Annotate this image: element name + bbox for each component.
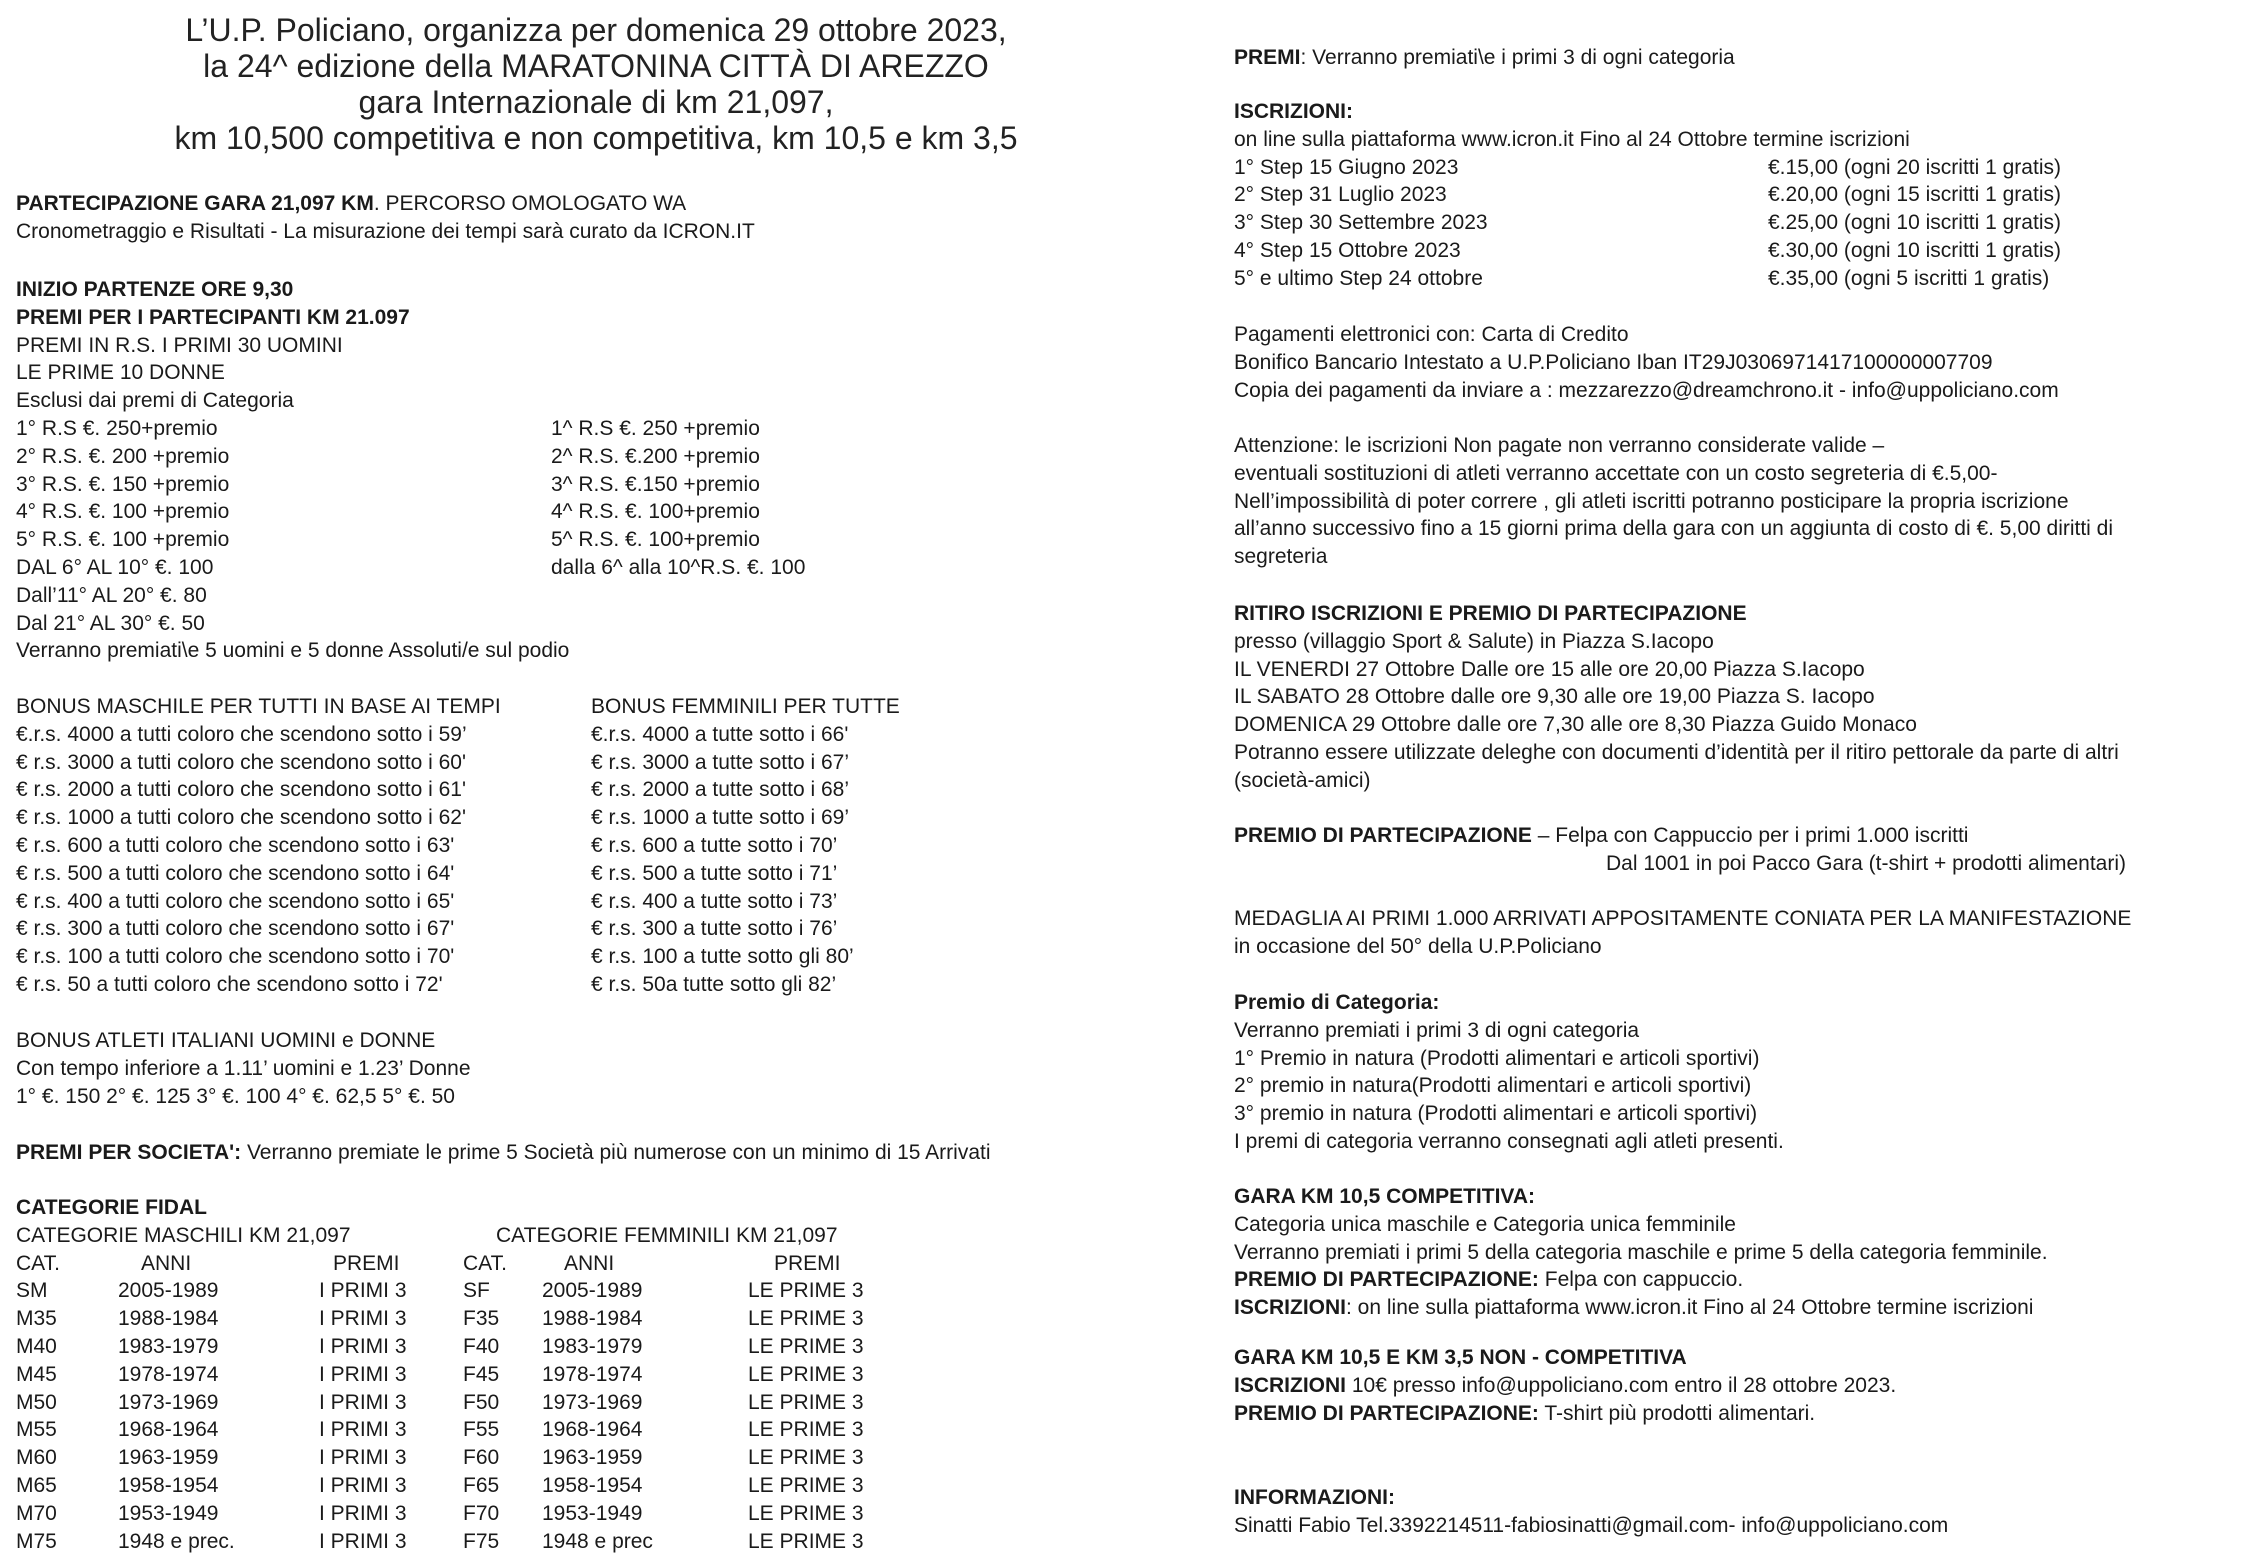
payment-line: Copia dei pagamenti da inviare a : mezzarezzo@dreamchrono.it - info@uppoliciano.com [1234,378,2059,402]
non-competitive-iscr-label: ISCRIZIONI [1234,1373,1347,1397]
header-line: gara Internazionale di km 21,097, [358,84,834,120]
race-10-5-title: GARA KM 10,5 COMPETITIVA: [1234,1185,1536,1208]
category-cell: M40 [16,1334,57,1358]
premi-label: PREMI [1234,46,1301,69]
category-cell: F65 [463,1473,500,1497]
category-row [16,1416,1206,1444]
race-10-5-section [1234,1183,2048,1322]
category-row [16,1472,1206,1500]
ritiro-line: presso (villaggio Sport & Salute) in Piazza S.Iacopo [1234,629,1714,653]
prize-row: DAL 6° AL 10° €. 100 dalla 6^ alla 10^R.S. €. 100 [16,555,806,579]
bonus-row: € r.s. 600 a tutti coloro che scendono sotto i 63' € r.s. 600 a tutte sotto i 70’ [16,833,838,857]
ritiro-line: (società-amici) [1234,768,1371,792]
category-cell: 1973-1969 [542,1390,643,1414]
iscrizioni-online: on line sulla piattaforma www.icron.it Fino al 24 Ottobre termine iscrizioni [1234,127,1910,151]
category-cell: M60 [16,1446,57,1470]
category-cell: 2005-1989 [118,1279,219,1303]
attention-line: segreteria [1234,545,1328,569]
category-cell: M65 [16,1473,57,1497]
bonus-row: € r.s. 2000 a tutti coloro che scendono sotto i 61' € r.s. 2000 a tutte sotto i 68’ [16,778,849,802]
race-10-5-iscr-label: ISCRIZIONI [1234,1296,1347,1320]
prize-row: 5° R.S. €. 100 +premio 5^ R.S. €. 100+premio [16,528,760,552]
attention-section [1234,432,2113,571]
participation-prize-text-2: Dal 1001 in poi Pacco Gara (t-shirt + prodotti alimentari) [1606,851,2126,875]
medal-line: MEDAGLIA AI PRIMI 1.000 ARRIVATI APPOSITAMENTE CONIATA PER LA MANIFESTAZIONE [1234,907,2132,930]
category-cell: M50 [16,1390,57,1414]
bonus-row: € r.s. 1000 a tutti coloro che scendono sotto i 62' € r.s. 1000 a tutte sotto i 69’ [16,806,849,830]
categories-rows [16,1277,1206,1555]
prize-row: Dal 21° AL 30° €. 50 [16,611,205,635]
ritiro-line: IL VENERDI 27 Ottobre Dalle ore 15 alle ore 20,00 Piazza S.Iacopo [1234,657,1865,681]
step-row: 4° Step 15 Ottobre 2023 €.30,00 (ogni 10 iscritti 1 gratis) [1234,238,2061,262]
attention-line: Nell’impossibilità di poter correre , gli atleti iscritti potranno posticipare la propria iscrizione [1234,489,2069,513]
bonus-row: € r.s. 3000 a tutti coloro che scendono sotto i 60' € r.s. 3000 a tutte sotto i 67’ [16,750,849,774]
category-cell: LE PRIME 3 [748,1362,864,1386]
step-row: 2° Step 31 Luglio 2023 €.20,00 (ogni 15 iscritti 1 gratis) [1234,183,2061,207]
categories-section [16,1194,1206,1555]
ritiro-section [1234,600,2119,795]
iscrizioni-title: ISCRIZIONI: [1234,100,1353,123]
italian-bonus-title: BONUS ATLETI ITALIANI UOMINI e DONNE [16,1029,436,1052]
society-section [16,1139,991,1167]
category-cell: LE PRIME 3 [748,1334,864,1358]
category-cell: M45 [16,1362,57,1386]
category-cell: 2005-1989 [542,1279,643,1303]
category-cell: M75 [16,1529,57,1553]
category-cell: 1983-1979 [118,1334,219,1358]
iscrizioni-section [1234,98,2244,293]
race-10-5-iscr-text: : on line sulla piattaforma www.icron.it Fino al 24 Ottobre termine iscrizioni [1346,1296,2034,1320]
category-cell: I PRIMI 3 [319,1334,407,1358]
ritiro-line: IL SABATO 28 Ottobre dalle ore 9,30 alle ore 19,00 Piazza S. Iacopo [1234,685,1875,709]
prize-row: 4° R.S. €. 100 +premio 4^ R.S. €. 100+premio [16,500,760,524]
category-cell: M55 [16,1418,57,1442]
prizes-section [16,276,1206,665]
category-prize-line: Verranno premiati i primi 3 di ogni categoria [1234,1018,1640,1042]
category-cell: SF [463,1279,490,1303]
category-row [16,1333,1206,1361]
header-line: km 10,500 competitiva e non competitiva, km 10,5 e km 3,5 [174,120,1018,156]
bonus-titles: BONUS MASCHILE PER TUTTI IN BASE AI TEMPI BONUS FEMMINILI PER TUTTE [16,695,900,718]
category-cell: I PRIMI 3 [319,1529,407,1553]
bonus-row: € r.s. 50 a tutti coloro che scendono sotto i 72' € r.s. 50a tutte sotto gli 82’ [16,972,837,996]
non-competitive-iscr-text: 10€ presso info@uppoliciano.com entro il 28 ottobre 2023. [1346,1373,1897,1397]
prize-row: 2° R.S. €. 200 +premio 2^ R.S. €.200 +premio [16,444,760,468]
participation-title-rest: . PERCORSO OMOLOGATO WA [373,192,687,215]
category-cell: I PRIMI 3 [319,1473,407,1497]
category-prize-line: 2° premio in natura(Prodotti alimentari e articoli sportivi) [1234,1074,1752,1098]
podium-text: Verranno premiati\e 5 uomini e 5 donne Assoluti/e sul podio [16,639,570,663]
category-cell: 1973-1969 [118,1390,219,1414]
categories-subtitles: CATEGORIE MASCHILI KM 21,097 CATEGORIE FEMMINILI KM 21,097 [16,1223,838,1247]
category-row [16,1444,1206,1472]
bonus-row: € r.s. 500 a tutti coloro che scendono sotto i 64' € r.s. 500 a tutte sotto i 71’ [16,861,838,885]
non-competitive-title: GARA KM 10,5 E KM 3,5 NON - COMPETITIVA [1234,1346,1687,1369]
prizes-intro: PREMI IN R.S. I PRIMI 30 UOMINI [16,333,343,357]
category-cell: F45 [463,1362,500,1386]
category-cell: 1978-1974 [542,1362,643,1386]
prizes-intro: Esclusi dai premi di Categoria [16,389,294,413]
category-cell: 1978-1974 [118,1362,219,1386]
race-10-5-prize-text: Felpa con cappuccio. [1538,1268,1744,1292]
category-cell: I PRIMI 3 [319,1390,407,1414]
category-cell: 1988-1984 [542,1307,643,1331]
category-cell: LE PRIME 3 [748,1307,864,1331]
participation-section [16,190,755,246]
category-cell: SM [16,1279,48,1303]
italian-bonus-condition: Con tempo inferiore a 1.11’ uomini e 1.23’ Donne [16,1056,471,1080]
header-line: L’U.P. Policiano, organizza per domenica 29 ottobre 2023, [185,12,1007,48]
category-cell: LE PRIME 3 [748,1473,864,1497]
category-cell: 1958-1954 [542,1473,643,1497]
category-cell: LE PRIME 3 [748,1390,864,1414]
category-cell: F50 [463,1390,500,1414]
payments-section [1234,321,2059,404]
premi-section [1234,44,1735,72]
step-row: 1° Step 15 Giugno 2023 €.15,00 (ogni 20 iscritti 1 gratis) [1234,155,2061,179]
payment-line: Bonifico Bancario Intestato a U.P.Policiano Iban IT29J0306971417100000007709 [1234,350,1993,374]
bonus-row: € r.s. 400 a tutti coloro che scendono sotto i 65' € r.s. 400 a tutte sotto i 73’ [16,889,838,913]
categories-title: CATEGORIE FIDAL [16,1196,207,1219]
category-cell: 1948 e prec [542,1529,653,1553]
category-cell: I PRIMI 3 [319,1501,407,1525]
non-competitive-prize-text: T-shirt più prodotti alimentari. [1538,1401,1816,1425]
payment-line: Pagamenti elettronici con: Carta di Credito [1234,323,1629,346]
category-row [16,1389,1206,1417]
italian-bonus-section [16,1027,471,1110]
medal-section [1234,905,2131,961]
start-time: INIZIO PARTENZE ORE 9,30 [16,278,294,301]
category-prize-line: I premi di categoria verranno consegnati agli atleti presenti. [1234,1129,1784,1153]
italian-bonus-values: 1° €. 150 2° €. 125 3° €. 100 4° €. 62,5 5° €. 50 [16,1084,455,1108]
non-competitive-section [1234,1344,1896,1427]
category-prize-section [1234,989,1784,1156]
category-cell: 1968-1964 [118,1418,219,1442]
bonus-row: € r.s. 100 a tutti coloro che scendono sotto i 70' € r.s. 100 a tutte sotto gli 80’ [16,945,854,969]
bonus-section [16,693,1206,999]
category-cell: 1968-1964 [542,1418,643,1442]
step-row: 3° Step 30 Settembre 2023 €.25,00 (ogni 10 iscritti 1 gratis) [1234,211,2061,235]
info-text: Sinatti Fabio Tel.3392214511-fabiosinatti@gmail.com- info@uppoliciano.com [1234,1513,1949,1537]
category-row [16,1528,1206,1555]
prizes-title: PREMI PER I PARTECIPANTI KM 21.097 [16,305,410,329]
category-cell: I PRIMI 3 [319,1446,407,1470]
participation-prize-section [1234,822,2244,878]
category-row [16,1361,1206,1389]
race-10-5-prize-label: PREMIO DI PARTECIPAZIONE: [1234,1268,1539,1292]
premi-text: : Verranno premiati\e i primi 3 di ogni categoria [1300,46,1735,69]
attention-line: eventuali sostituzioni di atleti verranno accettate con un costo segreteria di €.5,00- [1234,461,1998,485]
header-line: la 24^ edizione della MARATONINA CITTÀ DI AREZZO [203,48,989,84]
category-cell: 1948 e prec. [118,1529,235,1553]
participation-title: PARTECIPAZIONE GARA 21,097 KM [16,192,374,215]
category-cell: I PRIMI 3 [319,1279,407,1303]
event-header [16,12,1176,156]
category-cell: F35 [463,1307,500,1331]
prizes-intro: LE PRIME 10 DONNE [16,361,225,385]
prize-row: 3° R.S. €. 150 +premio 3^ R.S. €.150 +premio [16,472,760,496]
category-cell: LE PRIME 3 [748,1418,864,1442]
categories-header-row: CAT. ANNI PREMI CAT. ANNI PREMI [16,1251,841,1275]
category-cell: 1963-1959 [118,1446,219,1470]
category-cell: 1958-1954 [118,1473,219,1497]
ritiro-line: Potranno essere utilizzate deleghe con documenti d’identità per il ritiro pettorale da parte di altri [1234,740,2119,764]
attention-line: Attenzione: le iscrizioni Non pagate non verranno considerate valide – [1234,434,1885,457]
category-cell: LE PRIME 3 [748,1446,864,1470]
society-text: Verranno premiate le prime 5 Società più numerose con un minimo di 15 Arrivati [241,1141,991,1164]
bonus-row: € r.s. 300 a tutti coloro che scendono sotto i 67' € r.s. 300 a tutte sotto i 76’ [16,917,838,941]
category-cell: F75 [463,1529,500,1553]
category-cell: F70 [463,1501,500,1525]
race-10-5-line: Verranno premiati i primi 5 della categoria maschile e prime 5 della categoria femminile. [1234,1240,2048,1264]
category-cell: F40 [463,1334,500,1358]
participation-prize-label: PREMIO DI PARTECIPAZIONE [1234,824,1532,847]
non-competitive-prize-label: PREMIO DI PARTECIPAZIONE: [1234,1401,1539,1425]
prize-row: Dall’11° AL 20° €. 80 [16,583,207,607]
step-row: 5° e ultimo Step 24 ottobre €.35,00 (ogni 5 iscritti 1 gratis) [1234,266,2050,290]
category-cell: F60 [463,1446,500,1470]
category-cell: I PRIMI 3 [319,1418,407,1442]
info-title: INFORMAZIONI: [1234,1486,1395,1509]
medal-line: in occasione del 50° della U.P.Policiano [1234,934,1602,958]
attention-line: all’anno successivo fino a 15 giorni prima della gara con un aggiunta di costo di €. 5,00 diritti di [1234,517,2114,541]
society-label: PREMI PER SOCIETA': [16,1141,242,1164]
prize-row: 1° R.S €. 250+premio 1^ R.S €. 250 +premio [16,416,760,440]
race-10-5-line: Categoria unica maschile e Categoria unica femminile [1234,1212,1736,1236]
category-cell: LE PRIME 3 [748,1501,864,1525]
bonus-row: €.r.s. 4000 a tutti coloro che scendono sotto i 59’ €.r.s. 4000 a tutte sotto i 66' [16,722,849,746]
ritiro-line: DOMENICA 29 Ottobre dalle ore 7,30 alle ore 8,30 Piazza Guido Monaco [1234,713,1917,737]
category-cell: LE PRIME 3 [748,1279,864,1303]
category-cell: I PRIMI 3 [319,1362,407,1386]
category-cell: 1963-1959 [542,1446,643,1470]
category-cell: 1988-1984 [118,1307,219,1331]
category-cell: F55 [463,1418,500,1442]
category-cell: 1953-1949 [542,1501,643,1525]
category-row [16,1277,1206,1305]
category-prize-line: 3° premio in natura (Prodotti alimentari e articoli sportivi) [1234,1102,1758,1126]
ritiro-title: RITIRO ISCRIZIONI E PREMIO DI PARTECIPAZIONE [1234,602,1747,625]
category-prize-line: 1° Premio in natura (Prodotti alimentari e articoli sportivi) [1234,1046,1760,1070]
category-prize-title: Premio di Categoria: [1234,991,1440,1014]
category-row [16,1500,1206,1528]
category-cell: I PRIMI 3 [319,1307,407,1331]
category-cell: M70 [16,1501,57,1525]
category-cell: LE PRIME 3 [748,1529,864,1553]
category-row [16,1305,1206,1333]
category-cell: 1953-1949 [118,1501,219,1525]
timing-text: Cronometraggio e Risultati - La misurazione dei tempi sarà curato da ICRON.IT [16,219,755,243]
info-section [1234,1484,1948,1540]
category-cell: M35 [16,1307,57,1331]
category-cell: 1983-1979 [542,1334,643,1358]
participation-prize-text: – Felpa con Cappuccio per i primi 1.000 iscritti [1531,824,1969,847]
